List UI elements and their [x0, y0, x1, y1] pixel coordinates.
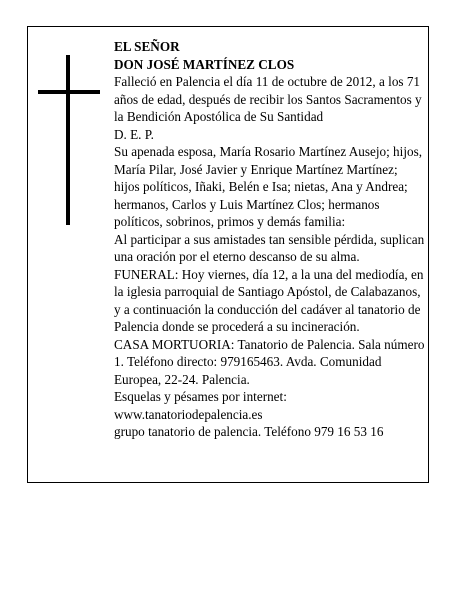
cross-horizontal-bar — [38, 90, 100, 94]
internet-line: Esquelas y pésames por internet: — [114, 389, 287, 404]
request-paragraph: Al participar a sus amistades tan sensible pérdida, suplican una oración por el eterno descanso de su alma. — [114, 231, 425, 264]
rip-line: D. E. P. — [114, 126, 154, 142]
obituary-notice — [27, 26, 429, 483]
website-link[interactable]: www.tanatoriodepalencia.es — [114, 406, 263, 422]
title-line-1: EL SEÑOR — [114, 39, 180, 54]
obituary-text — [114, 38, 426, 441]
death-paragraph: Falleció en Palencia el día 11 de octubre de 2012, a los 71 años de edad, después de recibir los Santos Sacramentos y la Bendición Apostólica de Su Santidad — [114, 74, 422, 124]
footer-line: grupo tanatorio de palencia. Teléfono 979 16 53 16 — [114, 424, 384, 439]
family-paragraph: Su apenada esposa, María Rosario Martínez Ausejo; hijos, María Pilar, José Javier y Enrique Martínez Martínez; hijos políticos, Iñaki, Belén e Isa; nietas, Ana y Andrea; hermanos, Carlos y Luis Martínez Clos; hermanos políticos, sobrinos, primos y demás familia: — [114, 144, 423, 229]
cross-icon — [38, 55, 100, 225]
casa-mortuoria-paragraph: CASA MORTUORIA: Tanatorio de Palencia. Sala número 1. Teléfono directo: 979165463. Avda. Comunidad Europea, 22-24. Palencia. — [114, 336, 425, 387]
cross-vertical-bar — [66, 55, 70, 225]
funeral-paragraph: FUNERAL: Hoy viernes, día 12, a la una del mediodía, en la iglesia parroquial de Santiago Apóstol, de Calabazanos, y a continuación la conducción del cadáver al tanatorio de Palencia donde se procederá a su incineración. — [114, 266, 424, 334]
title-line-2: DON JOSÉ MARTÍNEZ CLOS — [114, 56, 295, 72]
